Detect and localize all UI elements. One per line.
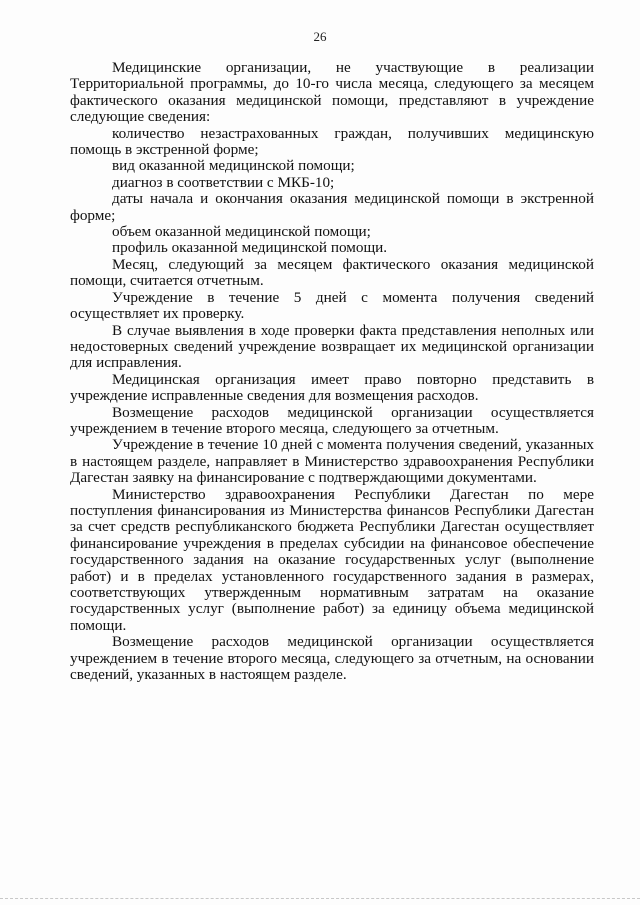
paragraph-2: количество незастрахованных граждан, получивших медицинскую помощь в экстренной форме; bbox=[70, 124, 594, 159]
paragraph-11: Медицинская организация имеет право повторно представить в учреждение исправленные сведения для возмещения расходов. bbox=[70, 370, 594, 405]
paragraph-8: Месяц, следующий за месяцем фактического оказания медицинской помощи, считается отчетным. bbox=[70, 255, 594, 290]
paragraph-3: вид оказанной медицинской помощи; bbox=[112, 157, 355, 175]
scan-edge-line bbox=[0, 898, 640, 899]
paragraph-4: диагноз в соответствии с МКБ-10; bbox=[112, 173, 335, 191]
paragraph-15: Возмещение расходов медицинской организации осуществляется учреждением в течение второго месяца, следующего за отчетным, на основании сведений, указанных в настоящем разделе. bbox=[70, 633, 594, 684]
document-body bbox=[70, 60, 594, 683]
paragraph-13: Учреждение в течение 10 дней с момента получения сведений, указанных в настоящем разделе, направляет в Министерство здравоохранения Республики Дагестан заявку на финансирование с подтверждающими документами. bbox=[70, 436, 594, 487]
paragraph-1: Медицинские организации, не участвующие в реализации Территориальной программы, до 10-го числа месяца, следующего за месяцем фактического оказания медицинской помощи, представляют в учреждение следующие сведения: bbox=[70, 59, 594, 126]
page-number: 26 bbox=[313, 29, 327, 44]
paragraph-5: даты начала и окончания оказания медицинской помощи в экстренной форме; bbox=[70, 190, 594, 224]
paragraph-6: объем оказанной медицинской помощи; bbox=[112, 223, 371, 241]
paragraph-12: Возмещение расходов медицинской организации осуществляется учреждением в течение второго месяца, следующего за отчетным. bbox=[70, 403, 594, 437]
paragraph-14: Министерство здравоохранения Республики Дагестан по мере поступления финансирования из Министерства финансов Республики Дагестан за счет средств республиканского бюджета Республики Дагестан осуществляет финансирование учреждения в пределах субсидии на финансовое обеспечение государственного задания на оказание государственных услуг (выполнение работ) и в пределах установленного государственного задания в размерах, соответствующих утвержденным нормативным затратам на оказание государственных услуг (выполнение работ) за единицу объема медицинской помощи. bbox=[70, 485, 594, 634]
paragraph-10: В случае выявления в ходе проверки факта представления неполных или недостоверных сведений учреждение возвращает их медицинской организации для исправления. bbox=[70, 321, 594, 372]
paragraph-9: Учреждение в течение 5 дней с момента получения сведений осуществляет их проверку. bbox=[70, 288, 594, 323]
paragraph-7: профиль оказанной медицинской помощи. bbox=[112, 239, 388, 257]
